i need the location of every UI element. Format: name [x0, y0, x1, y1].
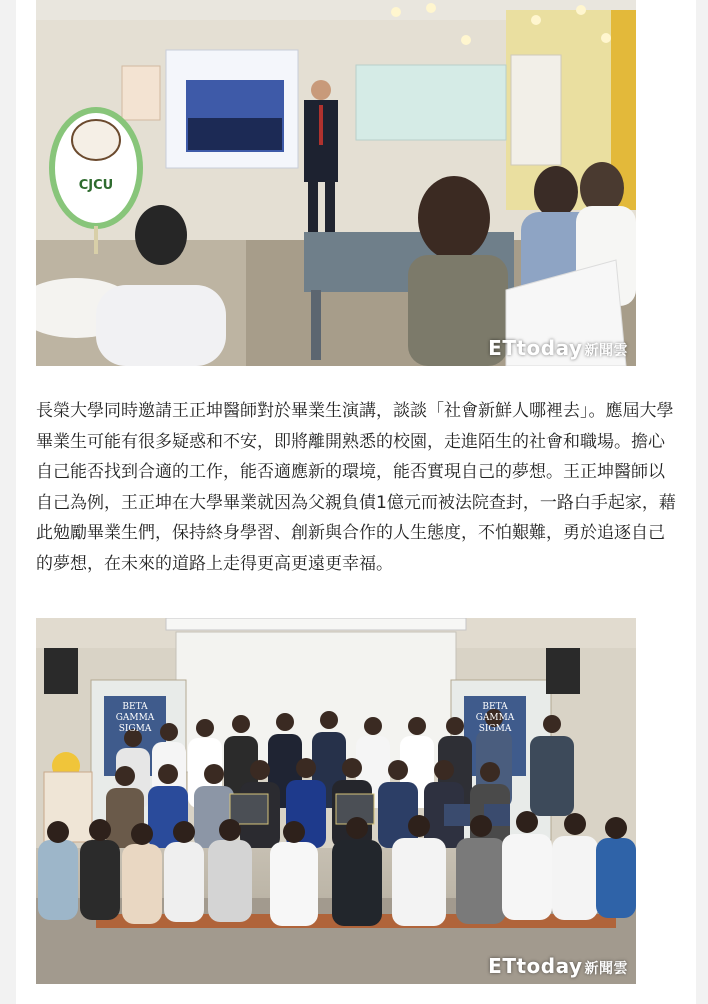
cjcu-sign-text: CJCU: [78, 178, 114, 193]
article-page: [16, 0, 696, 1004]
photo-commencement-lecture: [36, 0, 636, 366]
watermark-brand: ETtoday: [488, 336, 583, 360]
photo-group-portrait: [36, 618, 636, 984]
photo-watermark: [488, 954, 628, 978]
watermark-sub: 新聞雲: [584, 343, 628, 359]
photo-scene-1: [36, 0, 636, 366]
photo-watermark: [488, 336, 628, 360]
banner-right-text: BETA GAMMA SIGMA: [475, 702, 515, 734]
article-paragraph: 長榮大學同時邀請王正坤醫師對於畢業生演講，談談「社會新鮮人哪裡去」。應屆大學畢業生可能有很多疑惑和不安，即將離開熟悉的校園，走進陌生的社會和職場。擔心自己能否找到合適的工作，能否適應新的環境，能否實現自己的夢想。王正坤醫師以自己為例，王正坤在大學畢業就因為父親負債1億元而被法院查封，一路白手起家，藉此勉勵畢業生們，保持終身學習、創新與合作的人生態度，不怕艱難，勇於追逐自己的夢想，在未來的道路上走得更高更遠更幸福。: [36, 401, 676, 574]
banner-left-text: BETA GAMMA SIGMA: [115, 702, 155, 734]
watermark-brand: ETtoday: [488, 954, 583, 978]
watermark-sub: 新聞雲: [584, 961, 628, 977]
photo-scene-2: [36, 618, 636, 984]
